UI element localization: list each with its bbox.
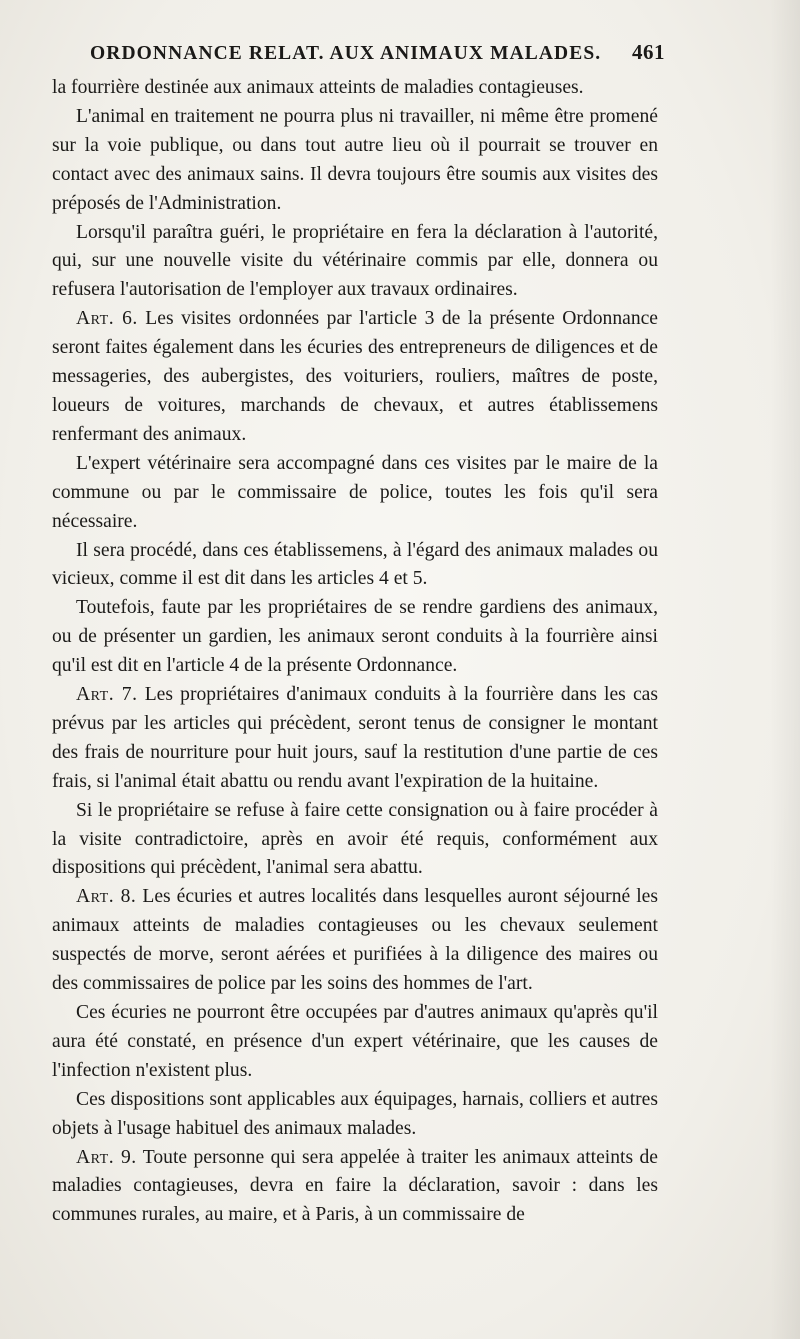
running-head	[90, 40, 665, 65]
article-heading: Art. 6.	[76, 308, 138, 330]
body-text	[52, 74, 658, 1230]
paragraph: Ces écuries ne pourront être occupées par d'autres animaux qu'après qu'il aura été constaté, en présence d'un expert vétérinaire, que les causes de l'infection n'existent plus.	[52, 1002, 658, 1081]
paragraph: la fourrière destinée aux animaux atteints de maladies contagieuses.	[52, 77, 584, 98]
running-head-title: ORDONNANCE RELAT. AUX ANIMAUX MALADES.	[90, 43, 602, 64]
article-heading: Art. 9.	[76, 1146, 137, 1168]
paragraph-article-9: Art. 9. Toute personne qui sera appelée à traiter les animaux atteints de maladies contagieuses, devra en faire la déclaration, savoir : dans les communes rurales, au maire, et à Paris, à un commissaire de	[52, 1146, 658, 1226]
article-heading: Art. 8.	[76, 886, 137, 908]
paragraph-article-6: Art. 6. Les visites ordonnées par l'article 3 de la présente Ordonnance seront faites également dans les écuries des entrepreneurs de diligences et de messageries, des aubergistes, des voituriers, rouliers, maîtres de poste, loueurs de voitures, marchands de chevaux, et autres établissemens renfermant des animaux.	[52, 308, 659, 445]
article-heading: Art. 7.	[76, 684, 138, 706]
paragraph: Si le propriétaire se refuse à faire cette consignation ou à faire procéder à la visite contradictoire, après en avoir été requis, conformément aux dispositions qui précèdent, l'animal sera abattu.	[52, 799, 658, 879]
paragraph: Toutefois, faute par les propriétaires de se rendre gardiens des animaux, ou de présenter un gardien, les animaux seront conduits à la fourrière ainsi qu'il est dit en l'article 4 de la présente Ordonnance.	[52, 597, 658, 677]
page-number: 461	[632, 40, 665, 64]
paragraph: Lorsqu'il paraîtra guéri, le propriétaire en fera la déclaration à l'autorité, qui, sur une nouvelle visite du vétérinaire commis par elle, donnera ou refusera l'autorisation de l'employer aux travaux ordinaires.	[52, 221, 658, 301]
paragraph-article-7: Art. 7. Les propriétaires d'animaux conduits à la fourrière dans les cas prévus par les articles qui précèdent, seront tenus de consigner le montant des frais de nourriture pour huit jours, sauf la restitution d'une partie de ces frais, si l'animal était abattu ou rendu avant l'expiration de la huitaine.	[52, 684, 658, 792]
page-edge-shadow	[770, 0, 800, 1339]
paragraph: Ces dispositions sont applicables aux équipages, harnais, colliers et autres objets à l'usage habituel des animaux malades.	[52, 1088, 658, 1139]
paragraph: L'expert vétérinaire sera accompagné dans ces visites par le maire de la commune ou par le commissaire de police, toutes les fois qu'il sera nécessaire.	[52, 452, 658, 532]
paragraph-article-8: Art. 8. Les écuries et autres localités dans lesquelles auront séjourné les animaux atteints de maladies contagieuses ou les chevaux seulement suspectés de morve, seront aérées et purifiées à la diligence des maires ou des commissaires de police par les soins des hommes de l'art.	[52, 886, 658, 995]
paragraph: L'animal en traitement ne pourra plus ni travailler, ni même être promené sur la voie publique, ou dans tout autre lieu où il pourrait se trouver en contact avec des animaux sains. Il devra toujours être soumis aux visites des préposés de l'Administration.	[52, 105, 658, 214]
paragraph: Il sera procédé, dans ces établissemens, à l'égard des animaux malades ou vicieux, comme il est dit dans les articles 4 et 5.	[52, 539, 658, 590]
